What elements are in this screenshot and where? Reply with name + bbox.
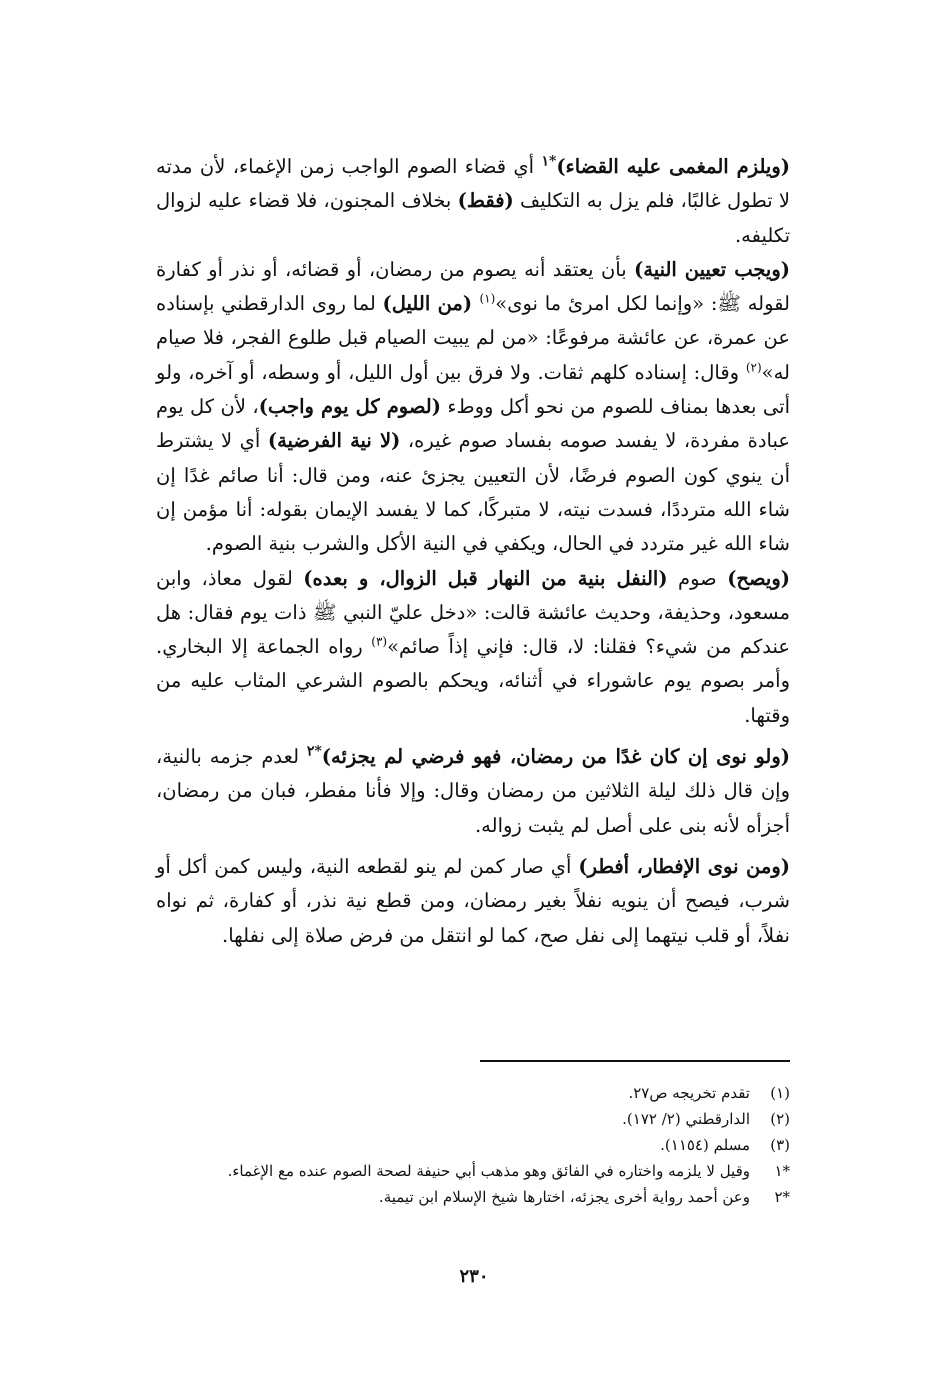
body-text: بخلاف المجنون، فلا قضاء عليه لزوال تكليفه.	[156, 189, 790, 247]
footnote-text: الدارقطني (٢/ ١٧٢).	[622, 1110, 750, 1128]
footnote-ref[interactable]: (٣)	[371, 634, 388, 649]
heading-text: (لا نية الفرضية)	[267, 429, 401, 453]
paragraph-voluntary-fast	[156, 562, 790, 733]
paragraph-intention	[156, 253, 790, 562]
heading-text: (ومن نوى الإفطار، أفطر)	[578, 854, 790, 878]
body-text: صوم	[667, 566, 728, 590]
heading-text: (من الليل)	[382, 292, 480, 316]
paragraph-conditional-intention	[156, 740, 790, 843]
heading-text: (ويصح)	[727, 566, 790, 590]
paragraph-breaking-intention	[156, 850, 790, 953]
body-text: وقال: إسناده كلهم ثقات. ولا فرق بين أول الليل، أو وسطه، أو آخره، ولو أتى بعدها بمناف للصوم من نحو أكل ووطء	[156, 360, 790, 419]
body-text: بأن يعتقد أنه يصوم من رمضان، أو قضائه، أو نذر أو كفارة لقوله ﷺ: «وإنما لكل امرئ ما نوى»	[156, 257, 790, 316]
footnote-item	[140, 1158, 790, 1184]
footnote-text: مسلم (١١٥٤).	[660, 1136, 750, 1154]
footnote-text: وقيل لا يلزمه واختاره في الفائق وهو مذهب أبي حنيفة لصحة الصوم عنده مع الإغماء.	[227, 1162, 750, 1180]
footnote-number: (١)	[770, 1084, 790, 1102]
footnote-number: (٣)	[770, 1136, 790, 1154]
footnote-number: (٢)	[770, 1110, 790, 1128]
body-text: أي صار كمن لم ينو لقطعه النية، وليس كمن أكل أو شرب، فيصح أن ينويه نفلاً بغير رمضان، ومن قطع نية نذر، أو كفارة، ثم نواه نفلاً، أو قلب نيتهما إلى نفل صح، كما لو انتقل من فرض صلاة إلى نفلها.	[156, 854, 790, 947]
heading-text: (لصوم كل يوم واجب)	[258, 395, 441, 419]
footnote-item	[140, 1106, 790, 1132]
footnote-number: *١	[774, 1162, 790, 1180]
body-text: أي لا يشترط أن ينوي كون الصوم فرضًا، لأن التعيين يجزئ عنه، ومن قال: أنا صائم غدًا إن شاء الله مترددًا، فسدت نيته، لا متبركًا، كما لا يفسد الإيمان بقوله: أنا مؤمن إن شاء الله غير متردد في الحال، ويكفي في النية الأكل والشرب بنية الصوم.	[156, 429, 790, 556]
body-text: لقول معاذ، وابن مسعود، وحذيفة، وحديث عائشة قالت: «دخل عليّ النبي ﷺ ذات يوم فقال: هل عندكم من شيء؟ فقلنا: لا، قال: فإني إذاً صائم»	[156, 566, 790, 659]
footnote-text: تقدم تخريجه ص٢٧.	[628, 1084, 750, 1102]
heading-text: (ولو نوى إن كان غدًا من رمضان، فهو فرضي لم يجزئه)	[321, 745, 790, 769]
footnotes	[140, 1080, 790, 1210]
heading-text: (ويجب تعيين النية)	[634, 257, 790, 281]
body-text: لما روى الدارقطني بإسناده عن عمرة، عن عائشة مرفوعًا: «من لم يبيت الصيام قبل طلوع الفجر، فلا صيام له»	[156, 292, 790, 384]
heading-text: (النفل بنية من النهار قبل الزوال، و بعده)	[303, 566, 668, 590]
body-text: ، لأن كل يوم عبادة مفردة، لا يفسد صومه بفساد صوم غيره،	[156, 395, 790, 453]
footnote-item	[140, 1080, 790, 1106]
page-number: ٢٣٠	[459, 1266, 489, 1287]
main-text	[156, 150, 790, 953]
heading-text: (ويلزم المغمى عليه القضاء)	[556, 155, 790, 178]
footnote-ref[interactable]: (١)	[479, 291, 496, 306]
body-text: لعدم جزمه بالنية، وإن قال ذلك ليلة الثلاثين من رمضان وقال: وإلا فأنا مفطر، فبان من رمضان، أجزأه لأنه بنى على أصل لم يثبت زواله.	[156, 745, 790, 837]
annotation-marker: *١	[541, 153, 557, 170]
annotation-marker: *٢	[306, 743, 322, 760]
paragraph-fainting	[156, 150, 790, 253]
heading-text: (فقط)	[457, 189, 514, 213]
footnote-text: وعن أحمد رواية أخرى يجزئه، اختارها شيخ الإسلام ابن تيمية.	[378, 1188, 750, 1206]
footnote-divider	[480, 1060, 790, 1062]
body-text: رواه الجماعة إلا البخاري. وأمر بصوم يوم عاشوراء في أثنائه، ويحكم بالصوم الشرعي المثاب عليه من وقتها.	[156, 635, 790, 727]
footnote-number: *٢	[774, 1188, 790, 1206]
footnote-item	[140, 1132, 790, 1158]
body-text: أي قضاء الصوم الواجب زمن الإغماء، لأن مدته لا تطول غالبًا، فلم يزل به التكليف	[156, 155, 791, 213]
footnote-item	[140, 1184, 790, 1210]
footnote-ref[interactable]: (٢)	[745, 360, 762, 375]
